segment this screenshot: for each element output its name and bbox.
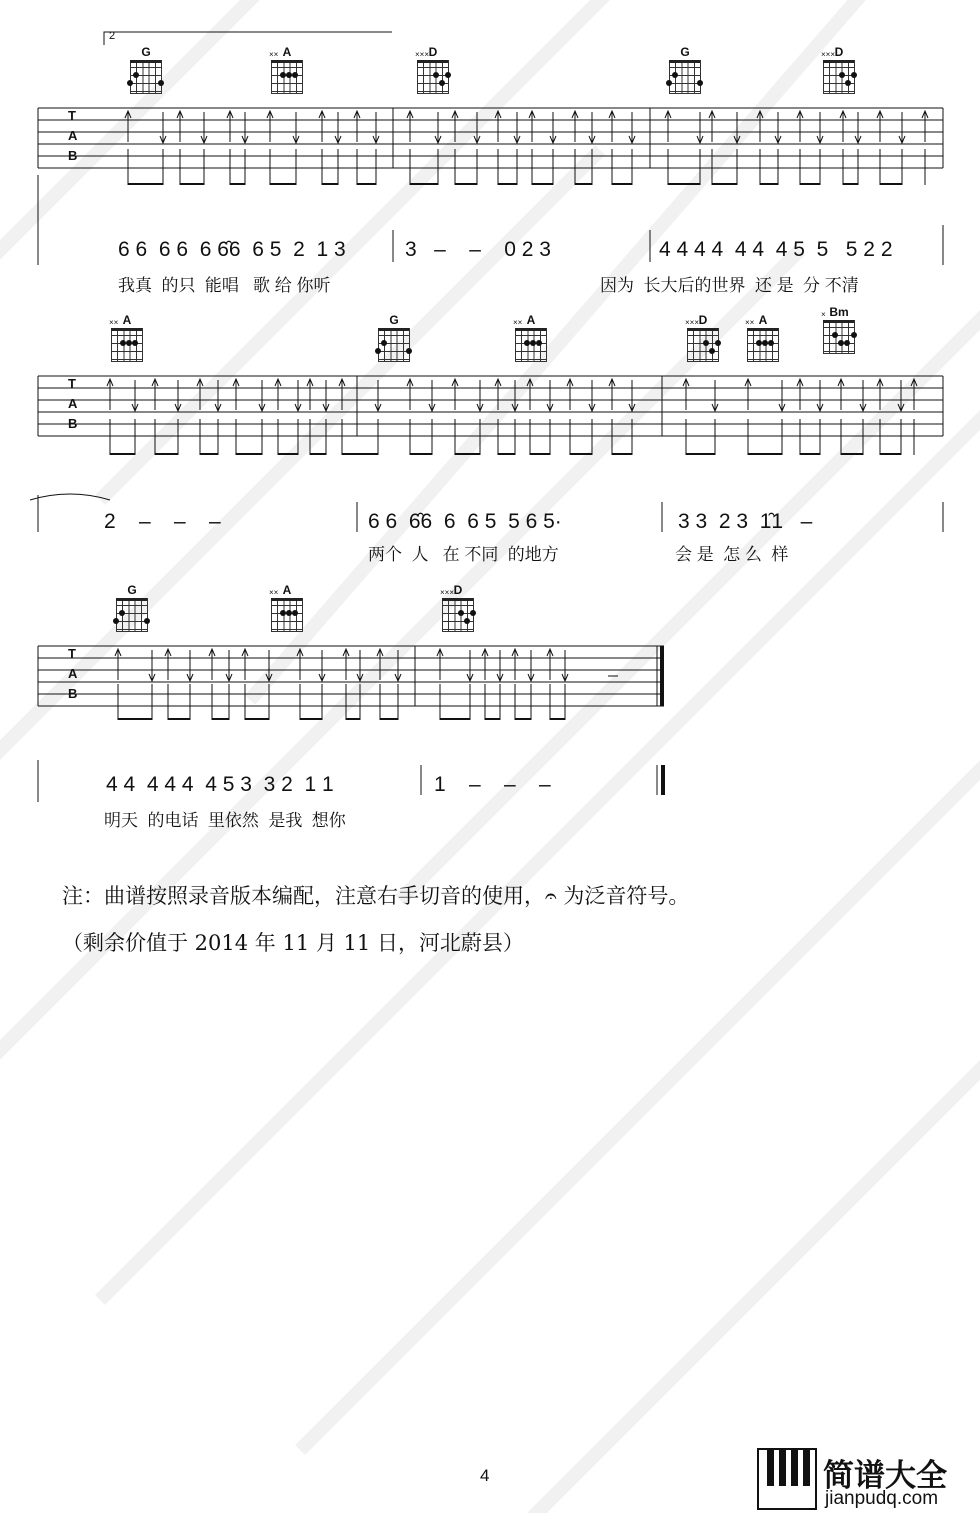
tab-letter-b: B bbox=[68, 416, 78, 431]
system-3 bbox=[0, 570, 980, 840]
piano-icon bbox=[757, 1448, 817, 1510]
chord-diagram-d: D ××× bbox=[441, 584, 475, 632]
arrangement-note: 注：曲谱按照录音版本编配，注意右手切音的使用，𝄐 为泛音符号。 bbox=[62, 884, 690, 908]
lyric-line: 因为 长大后的世界 还 是 分 不清 bbox=[600, 276, 859, 295]
logo-title: 简谱大全 bbox=[823, 1458, 947, 1493]
chord-diagram-g: G bbox=[377, 314, 411, 362]
lyric-line: 两个 人 在 不同 的地方 bbox=[368, 545, 559, 564]
chord-diagram-g: G bbox=[129, 46, 163, 94]
date-note: （剩余价值于 2014 年 11 月 11 日，河北蔚县） bbox=[62, 931, 524, 955]
jianpu-measure: 6 6 6 6 6 6̑6 6 5 2 1 3 bbox=[118, 238, 346, 261]
site-logo bbox=[757, 1448, 977, 1512]
lyric-line: 明天 的电话 里依然 是我 想你 bbox=[104, 811, 346, 830]
chord-diagram-d: D ××× bbox=[822, 46, 856, 94]
chord-diagram-a: A ×× bbox=[110, 314, 144, 362]
chord-diagram-d: D ××× bbox=[686, 314, 720, 362]
tab-letter-t: T bbox=[68, 376, 76, 391]
chord-diagram-a: A ×× bbox=[270, 46, 304, 94]
lyric-line: 会 是 怎 么 样 bbox=[675, 545, 789, 564]
jianpu-measure: 4 4 4 4 4 4 4 5 5 5 2 2 bbox=[659, 238, 893, 261]
chord-diagram-a: A ×× bbox=[270, 584, 304, 632]
logo-url: jianpudq.com bbox=[825, 1488, 939, 1509]
chord-diagram-a: A ×× bbox=[746, 314, 780, 362]
jianpu-measure: 2 – – – bbox=[104, 510, 221, 533]
system-1 bbox=[0, 0, 980, 300]
jianpu-measure: 4 4 4 4 4 4 5 3 3 2 1 1 bbox=[106, 773, 334, 796]
tab-letter-a: A bbox=[68, 666, 78, 681]
tab-letter-t: T bbox=[68, 108, 76, 123]
chord-diagram-g: G bbox=[115, 584, 149, 632]
page-number: 4 bbox=[480, 1466, 490, 1485]
tab-letter-a: A bbox=[68, 128, 78, 143]
chord-diagram-d: D ××× bbox=[416, 46, 450, 94]
tab-letter-t: T bbox=[68, 646, 76, 661]
chord-diagram-g: G bbox=[668, 46, 702, 94]
lyric-line: 我真 的只 能唱 歌 给 你听 bbox=[118, 276, 331, 295]
tab-letter-b: B bbox=[68, 148, 78, 163]
tab-letter-a: A bbox=[68, 396, 78, 411]
chord-diagram-bm: Bm × bbox=[822, 306, 856, 354]
system-2 bbox=[0, 300, 980, 570]
tab-letter-b: B bbox=[68, 686, 78, 701]
volta-number: 2 bbox=[109, 30, 116, 42]
jianpu-measure: 3 – – 0 2 3 bbox=[405, 238, 551, 261]
jianpu-measure: 3 3 2 3 1̑1 – bbox=[678, 510, 813, 533]
chord-diagram-a: A ×× bbox=[514, 314, 548, 362]
jianpu-measure: 6 6 6̑6 6 6 5 5 6 5· bbox=[368, 510, 562, 533]
jianpu-measure: 1 – – – bbox=[434, 773, 551, 796]
